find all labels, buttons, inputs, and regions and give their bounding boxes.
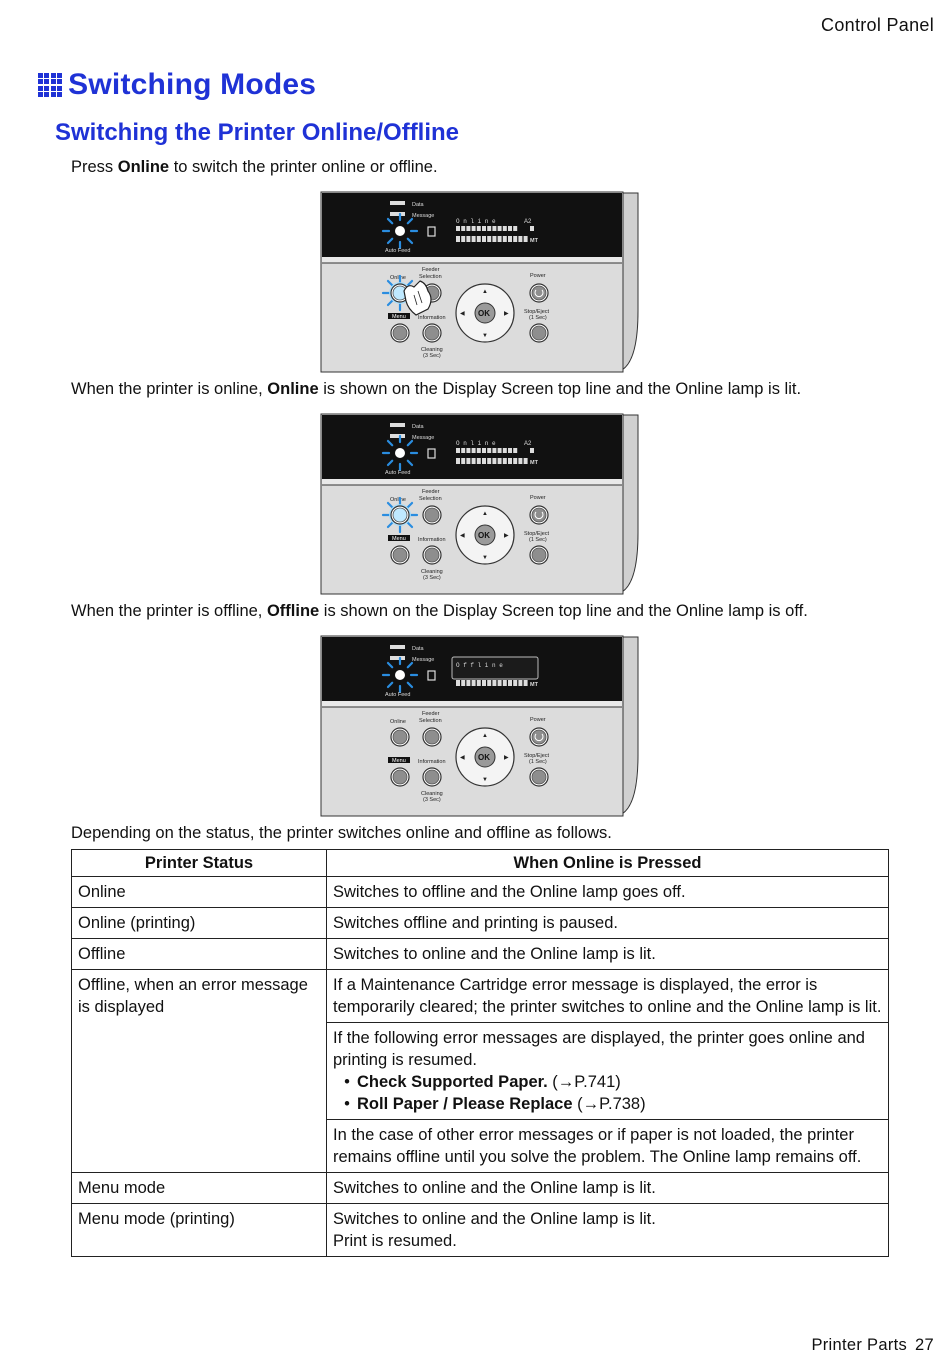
table-row [72,1204,889,1257]
message-label: Message [412,657,435,663]
online-paragraph: When the printer is online, Online is shown on the Display Screen top line and the Online lamp is lit. [71,380,802,398]
power-label: Power [530,273,546,279]
auto-feed-label: Auto Feed [385,692,411,698]
data-lamp [390,645,405,649]
action-cell: Switches to online and the Online lamp is lit. [327,1173,889,1204]
page-title: Switching Modes [68,68,317,101]
running-header: Control Panel [821,15,934,35]
cleaning-label: Cleaning [421,791,443,797]
action-cell: Switches offline and printing is paused. [327,908,889,939]
intro-paragraph: Press Online to switch the printer online or offline. [71,158,438,176]
auto-feed-icon [395,670,405,680]
power-label: Power [530,717,546,723]
auto-feed-icon [395,226,405,236]
status-paragraph: Depending on the status, the printer switches online and offline as follows. [71,824,612,842]
message-label: Message [412,435,435,441]
bullet-item [333,1071,882,1093]
page-reference: (→P.741) [547,1073,621,1091]
ok-label: OK [478,531,490,540]
control-panel-illustration-3 [320,635,640,817]
table-header-row [72,850,889,877]
table-row [72,1173,889,1204]
status-table [71,849,889,1257]
down-arrow-icon: ▼ [482,777,488,783]
display-text: O n l i n e [456,440,496,447]
three-sec-label: (3 Sec) [423,797,441,803]
online-label: Online [390,275,406,281]
feeder-label: Feeder [422,267,440,273]
selection-label: Selection [419,718,442,724]
footer-section: Printer Parts [811,1336,908,1354]
right-arrow-icon: ▶ [504,533,509,539]
table-row [72,970,889,1023]
display-a2: A2 [524,441,532,447]
section-heading [38,68,316,102]
display-strip [322,193,622,257]
stop-eject-label: Stop/Eject [524,531,550,537]
action-cell: If a Maintenance Cartridge error message is displayed, the error is temporarily cleared; the printer switches to online and the Online lamp is lit. [327,970,889,1023]
data-label: Data [412,646,424,652]
message-label: Message [412,213,435,219]
status-cell: Online [72,877,327,908]
table-row [72,908,889,939]
one-sec-label: (1 Sec) [529,759,547,765]
up-arrow-icon: ▲ [482,511,488,517]
table-row [72,877,889,908]
action-cell: Switches to offline and the Online lamp goes off. [327,877,889,908]
cleaning-label: Cleaning [421,347,443,353]
display-mt: MT [530,460,538,466]
status-cell: Menu mode (printing) [72,1204,327,1257]
ok-label: OK [478,753,490,762]
action-cell: Switches to online and the Online lamp is lit. [327,939,889,970]
message-lamp [390,434,405,438]
right-arrow-icon: ▶ [504,311,509,317]
down-arrow-icon: ▼ [482,333,488,339]
bullet-item [333,1093,882,1115]
down-arrow-icon: ▼ [482,555,488,561]
display-mt: MT [530,682,538,688]
control-panel-illustration-2 [320,413,640,595]
action-text: Print is resumed. [333,1232,457,1250]
feeder-label: Feeder [422,711,440,717]
display-text: O f f l i n e [456,662,503,669]
left-arrow-icon: ◀ [460,533,465,539]
three-sec-label: (3 Sec) [423,575,441,581]
data-lamp [390,201,405,205]
page-footer [803,1336,934,1355]
power-label: Power [530,495,546,501]
action-text: Switches to online and the Online lamp is lit. [333,1210,656,1228]
page-reference: (→P.738) [572,1095,646,1113]
status-cell: Online (printing) [72,908,327,939]
action-text: If the following error messages are displayed, the printer goes online and printing is resumed. [333,1029,865,1069]
data-label: Data [412,424,424,430]
online-label: Online [390,497,406,503]
feeder-label: Feeder [422,489,440,495]
up-arrow-icon: ▲ [482,289,488,295]
action-cell [327,1204,889,1257]
information-label: Information [418,759,446,765]
action-cell [327,1023,889,1120]
bullet-icon: • [344,1095,350,1113]
information-label: Information [418,537,446,543]
subsection-heading: Switching the Printer Online/Offline [55,119,460,146]
stop-eject-label: Stop/Eject [524,309,550,315]
left-arrow-icon: ◀ [460,311,465,317]
error-message-name: Roll Paper / Please Replace [357,1095,573,1113]
menu-label: Menu [392,536,406,542]
control-panel-illustration-1 [320,191,640,373]
up-arrow-icon: ▲ [482,733,488,739]
menu-label: Menu [392,758,406,764]
offline-paragraph: When the printer is offline, Offline is shown on the Display Screen top line and the Online lamp is off. [71,602,808,620]
cleaning-label: Cleaning [421,569,443,575]
information-label: Information [418,315,446,321]
bullet-icon: • [344,1073,350,1091]
message-lamp [390,212,405,216]
auto-feed-label: Auto Feed [385,248,411,254]
stop-eject-label: Stop/Eject [524,753,550,759]
menu-label: Menu [392,314,406,320]
page-number: 27 [915,1336,934,1354]
error-message-name: Check Supported Paper. [357,1073,548,1091]
action-cell: In the case of other error messages or if paper is not loaded, the printer remains offline until you solve the problem. The Online lamp remains off. [327,1120,889,1173]
selection-label: Selection [419,274,442,280]
data-lamp [390,423,405,427]
left-arrow-icon: ◀ [460,755,465,761]
status-cell: Menu mode [72,1173,327,1204]
table-row [72,939,889,970]
ok-label: OK [478,309,490,318]
three-sec-label: (3 Sec) [423,353,441,359]
auto-feed-label: Auto Feed [385,470,411,476]
column-header: When Online is Pressed [327,850,889,877]
one-sec-label: (1 Sec) [529,537,547,543]
status-cell: Offline, when an error message is displayed [72,970,327,1173]
display-strip [322,415,622,479]
display-text: O n l i n e [456,218,496,225]
grid-bullet-icon [38,73,62,97]
column-header: Printer Status [72,850,327,877]
data-label: Data [412,202,424,208]
online-label: Online [390,719,406,725]
display-mt: MT [530,238,538,244]
selection-label: Selection [419,496,442,502]
right-arrow-icon: ▶ [504,755,509,761]
auto-feed-icon [395,448,405,458]
display-a2: A2 [524,219,532,225]
message-lamp [390,656,405,660]
status-cell: Offline [72,939,327,970]
one-sec-label: (1 Sec) [529,315,547,321]
